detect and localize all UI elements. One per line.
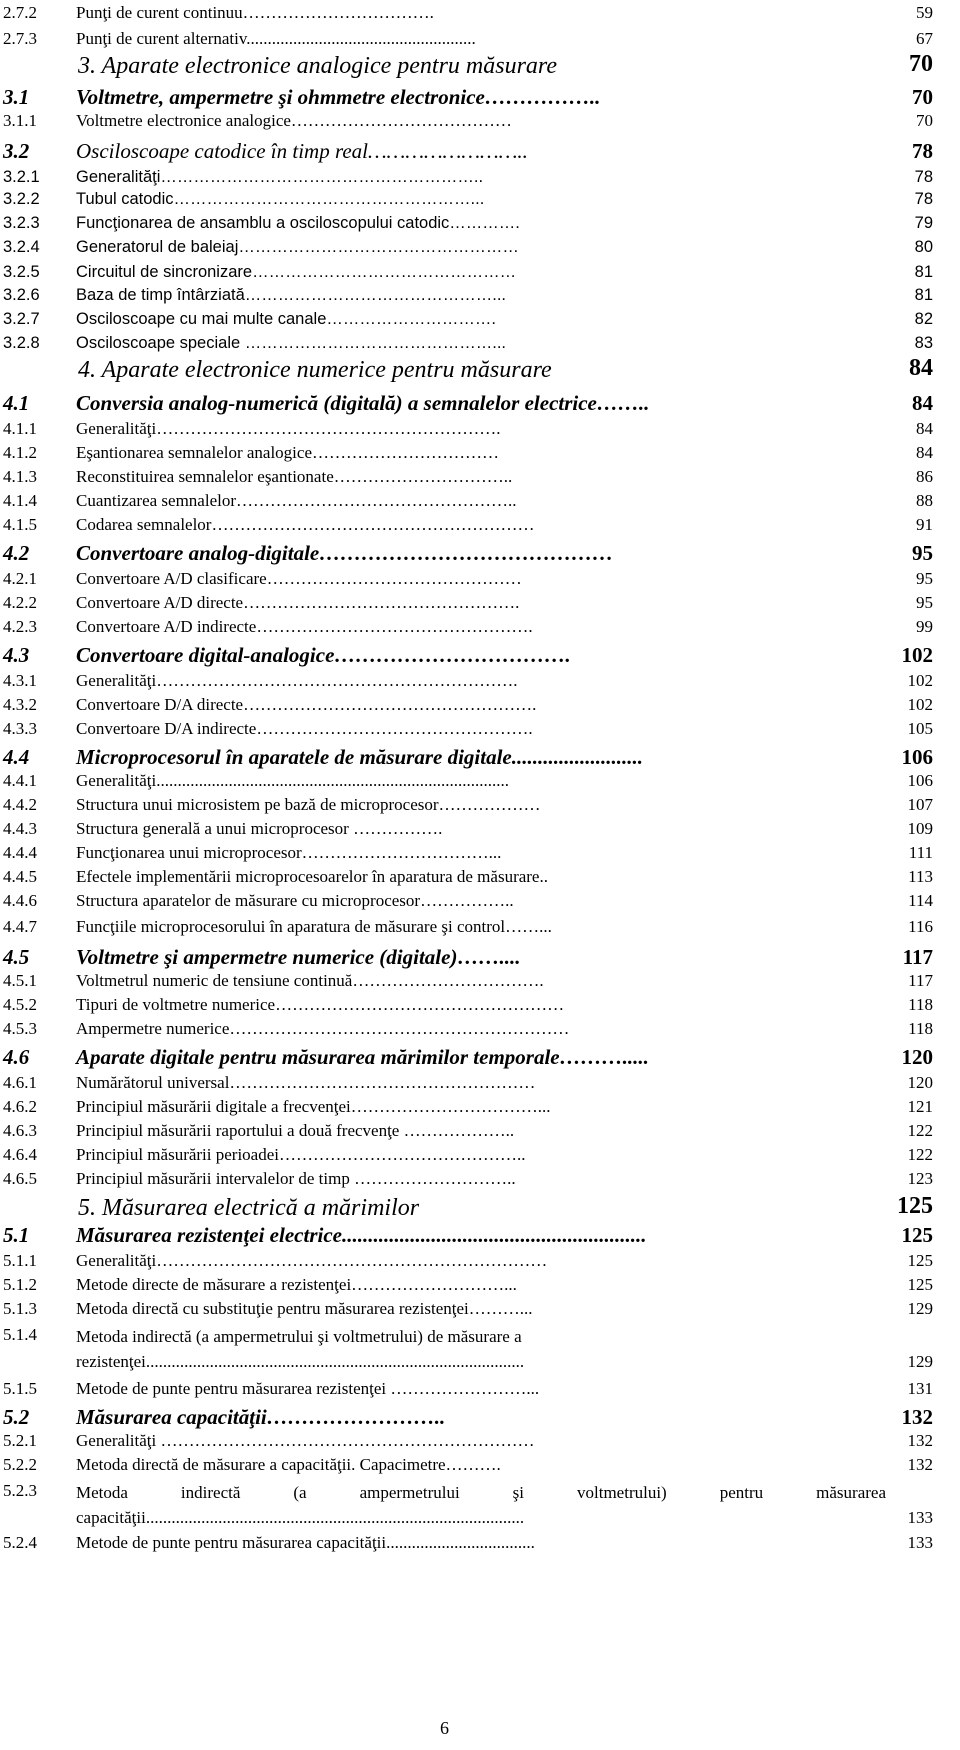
toc-entry-page: 109 — [907, 819, 933, 838]
toc-entry-title: Eşantionarea semnalelor analogice…………………………… — [76, 443, 499, 462]
toc-entry-number: 5.2.3 — [3, 1481, 37, 1500]
toc-entry-page: 86 — [916, 467, 933, 486]
toc-entry-page: 67 — [916, 29, 933, 48]
toc-entry-title: Principiul măsurării raportului a două frecvenţe ……………….. — [76, 1121, 515, 1140]
toc-entry-title: 5. Măsurarea electrică a mărimilor — [78, 1195, 420, 1221]
toc-entry-number: 4.1.4 — [3, 491, 37, 510]
toc-entry-page: 117 — [908, 971, 933, 990]
toc-entry-number: 3.2.8 — [3, 334, 40, 352]
toc-entry-page: 102 — [907, 671, 933, 690]
toc-entry-page: 99 — [916, 617, 933, 636]
toc-entry-page: 107 — [907, 795, 933, 814]
toc-entry-number: 5.1.5 — [3, 1379, 37, 1398]
toc-entry-page: 117 — [902, 945, 933, 969]
toc-entry-title: Codarea semnalelor………………………………………………… — [76, 515, 535, 534]
toc-entry-number: 3.2.2 — [3, 190, 40, 208]
toc-entry-number: 3.2.6 — [3, 286, 40, 304]
toc-entry-title: Metoda directă de măsurare a capacităţii. Capacimetre………. — [76, 1455, 501, 1474]
toc-entry-title: Circuitul de sincronizare………………………………………… — [76, 263, 517, 281]
toc-entry-title: Funcţiile microprocesorului în aparatura de măsurare şi control……... — [76, 917, 552, 936]
toc-entry-page: 118 — [908, 1019, 933, 1038]
toc-entry-title: Structura generală a unui microprocesor ……………. — [76, 819, 443, 838]
toc-entry-title: Măsurarea capacităţii…………………….. — [76, 1405, 446, 1429]
toc-entry-title: Convertoare digital-analogice……………………………. — [76, 643, 571, 667]
toc-entry-title: Metode de punte pentru măsurarea rezistenţei ……………………... — [76, 1379, 540, 1398]
toc-entry-number: 4.6.1 — [3, 1073, 37, 1092]
toc-entry-page: 132 — [907, 1431, 933, 1450]
toc-entry-number: 4.2.1 — [3, 569, 37, 588]
toc-entry-page: 129 — [907, 1299, 933, 1318]
toc-entry-number: 3.2.1 — [3, 168, 40, 186]
toc-entry-number: 4.4.6 — [3, 891, 37, 910]
toc-entry-number: 3.2.5 — [3, 263, 40, 281]
toc-entry-number: 4.3.1 — [3, 671, 37, 690]
toc-entry-page: 129 — [907, 1352, 933, 1371]
toc-entry-number: 5.1.4 — [3, 1325, 37, 1344]
toc-entry-number: 3.2 — [3, 139, 30, 163]
toc-entry-number: 4.1.5 — [3, 515, 37, 534]
page-number: 6 — [440, 1718, 449, 1738]
toc-entry-page: 131 — [907, 1379, 933, 1398]
toc-entry-number: 4.5.3 — [3, 1019, 37, 1038]
toc-entry-page: 81 — [914, 263, 933, 281]
toc-entry-title: Punţi de curent alternativ...................................................... — [76, 29, 476, 48]
toc-entry-number: 5.2 — [3, 1405, 30, 1429]
toc-entry-title: Conversia analog-numerică (digitală) a semnalelor electrice…….. — [76, 391, 650, 415]
toc-entry-number: 4.1.3 — [3, 467, 37, 486]
toc-entry-title: Voltmetre electronice analogice………………………………… — [76, 111, 512, 130]
toc-entry-page: 105 — [907, 719, 933, 738]
toc-entry-number: 5.2.4 — [3, 1533, 37, 1552]
toc-entry-number: 4.6.2 — [3, 1097, 37, 1116]
toc-entry-title: Funcţionarea de ansamblu a osciloscopului catodic…………. — [76, 214, 520, 232]
toc-entry-title: Efectele implementării microprocesoarelor în aparatura de măsurare.. — [76, 867, 548, 886]
toc-entry-title: Numărătorul universal……………………………………………… — [76, 1073, 536, 1092]
toc-entry-page: 79 — [914, 214, 933, 232]
toc-entry-number: 4.2.2 — [3, 593, 37, 612]
toc-entry-number: 4.5.1 — [3, 971, 37, 990]
toc-entry-page: 84 — [916, 419, 933, 438]
toc-entry-page: 111 — [908, 843, 933, 862]
toc-entry-title: Tubul catodic………………………………………………... — [76, 190, 485, 208]
toc-entry-title: Voltmetrul numeric de tensiune continuă……………………………. — [76, 971, 544, 990]
toc-entry-page: 70 — [912, 85, 933, 109]
toc-entry-page: 123 — [907, 1169, 933, 1188]
toc-entry-page: 95 — [912, 541, 933, 565]
toc-entry-title: Funcţionarea unui microprocesor……………………………... — [76, 843, 502, 862]
toc-entry-title: Structura unui microsistem pe bază de microprocesor……………… — [76, 795, 541, 814]
toc-entry-page: 122 — [907, 1145, 933, 1164]
toc-entry-title: Principiul măsurării perioadei…………………………………….. — [76, 1145, 526, 1164]
toc-entry-number: 4.1.1 — [3, 419, 37, 438]
toc-entry-title: Osciloscoape speciale ………………………………………... — [76, 334, 507, 352]
toc-entry-title: Osciloscoape cu mai multe canale…………………………. — [76, 310, 496, 328]
toc-entry-title: Convertoare D/A directe……………………………………………. — [76, 695, 537, 714]
toc-entry-page: 106 — [901, 745, 933, 769]
toc-entry-title: 3. Aparate electronice analogice pentru măsurare — [78, 53, 558, 79]
toc-entry-page: 82 — [914, 310, 933, 328]
toc-entry-title: Baza de timp întârziată………………………………………... — [76, 286, 507, 304]
toc-entry-page: 125 — [907, 1251, 933, 1270]
toc-entry-number: 4.4 — [3, 745, 30, 769]
toc-entry-page: 113 — [908, 867, 933, 886]
toc-entry-title: Generalităţi ………………………………………………………… — [76, 1431, 535, 1450]
toc-entry-number: 4.4.2 — [3, 795, 37, 814]
toc-entry-page: 106 — [907, 771, 933, 790]
toc-entry-page: 78 — [914, 168, 933, 186]
toc-entry-page: 102 — [901, 643, 933, 667]
toc-entry-page: 84 — [916, 443, 933, 462]
toc-entry-page: 102 — [907, 695, 933, 714]
toc-entry-title: Generalităţi………………………………………………………. — [76, 671, 518, 690]
toc-entry-number: 4.3.3 — [3, 719, 37, 738]
toc-entry-page: 133 — [907, 1533, 933, 1552]
toc-entry-number: 5.2.2 — [3, 1455, 37, 1474]
toc-entry-title: Metoda directă cu substituţie pentru măsurarea rezistenţei………... — [76, 1299, 533, 1318]
toc-entry-title: Metode de punte pentru măsurarea capacităţii................................... — [76, 1533, 535, 1552]
toc-entry-number: 4.6.3 — [3, 1121, 37, 1140]
toc-entry-page: 84 — [912, 391, 933, 415]
toc-entry-title: Tipuri de voltmetre numerice…………………………………………… — [76, 995, 565, 1014]
toc-entry-title: Reconstituirea semnalelor eşantionate………………………….. — [76, 467, 513, 486]
toc-entry-number: 3.1.1 — [3, 111, 37, 130]
toc-entry-title: Structura aparatelor de măsurare cu microprocesor…………….. — [76, 891, 514, 910]
toc-entry-page: 81 — [914, 286, 933, 304]
toc-entry-title: Metoda indirectă (a ampermetrului şi voltmetrului) de măsurare a rezistenţei......................................................................................... — [76, 1327, 525, 1371]
toc-entry-page: 95 — [916, 569, 933, 588]
toc-entry-title: Măsurarea rezistenţei electrice.......................................................... — [76, 1223, 647, 1247]
toc-entry-number: 3.2.3 — [3, 214, 40, 232]
toc-entry-page: 125 — [901, 1223, 933, 1247]
toc-entry-title: Generalităţi…………………………………………………………… — [76, 1251, 548, 1270]
toc-entry-title: Voltmetre, ampermetre şi ohmmetre electronice…………….. — [76, 85, 601, 109]
toc-entry-number: 3.1 — [3, 85, 30, 109]
toc-entry-page: 125 — [897, 1193, 933, 1219]
toc-entry-page: 116 — [908, 917, 933, 936]
toc-entry-number: 4.3.2 — [3, 695, 37, 714]
toc-entry-page: 121 — [907, 1097, 933, 1116]
toc-entry-number: 4.4.4 — [3, 843, 37, 862]
toc-entry-number: 4.4.5 — [3, 867, 37, 886]
toc-entry-title: Generalităţi................................................................................... — [76, 771, 509, 790]
toc-entry-page: 120 — [907, 1073, 933, 1092]
toc-entry-number: 4.6 — [3, 1045, 30, 1069]
toc-entry-page: 125 — [907, 1275, 933, 1294]
toc-entry-page: 88 — [916, 491, 933, 510]
toc-entry-number: 4.4.1 — [3, 771, 37, 790]
toc-entry-page: 59 — [916, 3, 933, 22]
toc-entry-title: Punţi de curent continuu……………………………. — [76, 3, 434, 22]
toc-entry-number: 4.1 — [3, 391, 30, 415]
toc-entry-number: 4.5.2 — [3, 995, 37, 1014]
toc-entry-number: 4.4.3 — [3, 819, 37, 838]
toc-entry-title: Osciloscoape catodice în timp real…………………….. — [76, 139, 528, 163]
toc-entry-page: 95 — [916, 593, 933, 612]
toc-entry-number: 4.3 — [3, 643, 30, 667]
toc-entry-title: Principiul măsurării digitale a frecvenţei……………………………... — [76, 1097, 551, 1116]
toc-entry-page: 133 — [907, 1508, 933, 1527]
toc-entry-title: Generalităţi………………………………………………….. — [76, 168, 484, 186]
toc-entry-number: 4.2 — [3, 541, 30, 565]
toc-entry-page: 114 — [908, 891, 933, 910]
toc-entry-number: 4.4.7 — [3, 917, 37, 936]
toc-entry-title: Convertoare D/A indirecte…………………………………………. — [76, 719, 533, 738]
toc-entry-title: Generalităţi……………………………………………………. — [76, 419, 501, 438]
toc-entry-page: 80 — [914, 238, 933, 256]
toc-entry-title: Convertoare analog-digitale…………………………………… — [76, 541, 614, 565]
toc-entry-number: 5.2.1 — [3, 1431, 37, 1450]
toc-entry-number: 5.1.1 — [3, 1251, 37, 1270]
toc-entry-number: 3.2.7 — [3, 310, 40, 328]
toc-entry-number: 5.1.2 — [3, 1275, 37, 1294]
toc-entry-title: Aparate digitale pentru măsurarea mărimilor temporale………..... — [76, 1045, 649, 1069]
toc-entry-number: 4.2.3 — [3, 617, 37, 636]
toc-entry-title: 4. Aparate electronice numerice pentru măsurare — [78, 357, 552, 383]
toc-entry-number: 5.1.3 — [3, 1299, 37, 1318]
toc-entry-number: 2.7.3 — [3, 29, 37, 48]
toc-entry-page: 70 — [909, 51, 933, 77]
toc-entry-title: Convertoare A/D clasificare……………………………………… — [76, 569, 522, 588]
toc-entry-number: 3.2.4 — [3, 238, 40, 256]
toc-entry-number: 2.7.2 — [3, 3, 37, 22]
toc-entry-page: 122 — [907, 1121, 933, 1140]
toc-entry-page: 78 — [912, 139, 933, 163]
toc-entry-title: Principiul măsurării intervalelor de timp ……………………….. — [76, 1169, 516, 1188]
toc-entry-title: Ampermetre numerice…………………………………………………… — [76, 1019, 570, 1038]
toc-entry-page: 83 — [914, 334, 933, 352]
toc-entry-title: Metode directe de măsurare a rezistenţei………………………... — [76, 1275, 517, 1294]
toc-entry-title: Microprocesorul în aparatele de măsurare digitale......................... — [76, 745, 643, 769]
toc-entry-title: Convertoare A/D indirecte…………………………………………. — [76, 617, 533, 636]
toc-entry-title: Convertoare A/D directe…………………………………………. — [76, 593, 520, 612]
toc-entry-title: Generatorul de baleiaj…………………………………………… — [76, 238, 519, 256]
toc-entry-number: 4.6.5 — [3, 1169, 37, 1188]
toc-entry-title: Cuantizarea semnalelor………………………………………….. — [76, 491, 517, 510]
toc-entry-title: Metoda indirectă (a ampermetrului şi voltmetrului) pentru măsurarea capacităţii......................................................................................... — [76, 1483, 886, 1527]
toc-entry-number: 5.1 — [3, 1223, 30, 1247]
toc-entry-page: 91 — [916, 515, 933, 534]
toc-entry-title: Voltmetre şi ampermetre numerice (digitale)…….... — [76, 945, 521, 969]
toc-entry-page: 120 — [901, 1045, 933, 1069]
toc-entry-number: 4.1.2 — [3, 443, 37, 462]
toc-entry-page: 84 — [909, 355, 933, 381]
toc-entry-page: 70 — [916, 111, 933, 130]
toc-entry-number: 4.5 — [3, 945, 30, 969]
toc-entry-number: 4.6.4 — [3, 1145, 37, 1164]
toc-entry-page: 78 — [914, 190, 933, 208]
toc-entry-page: 118 — [908, 995, 933, 1014]
toc-entry-page: 132 — [901, 1405, 933, 1429]
toc-entry-page: 132 — [907, 1455, 933, 1474]
